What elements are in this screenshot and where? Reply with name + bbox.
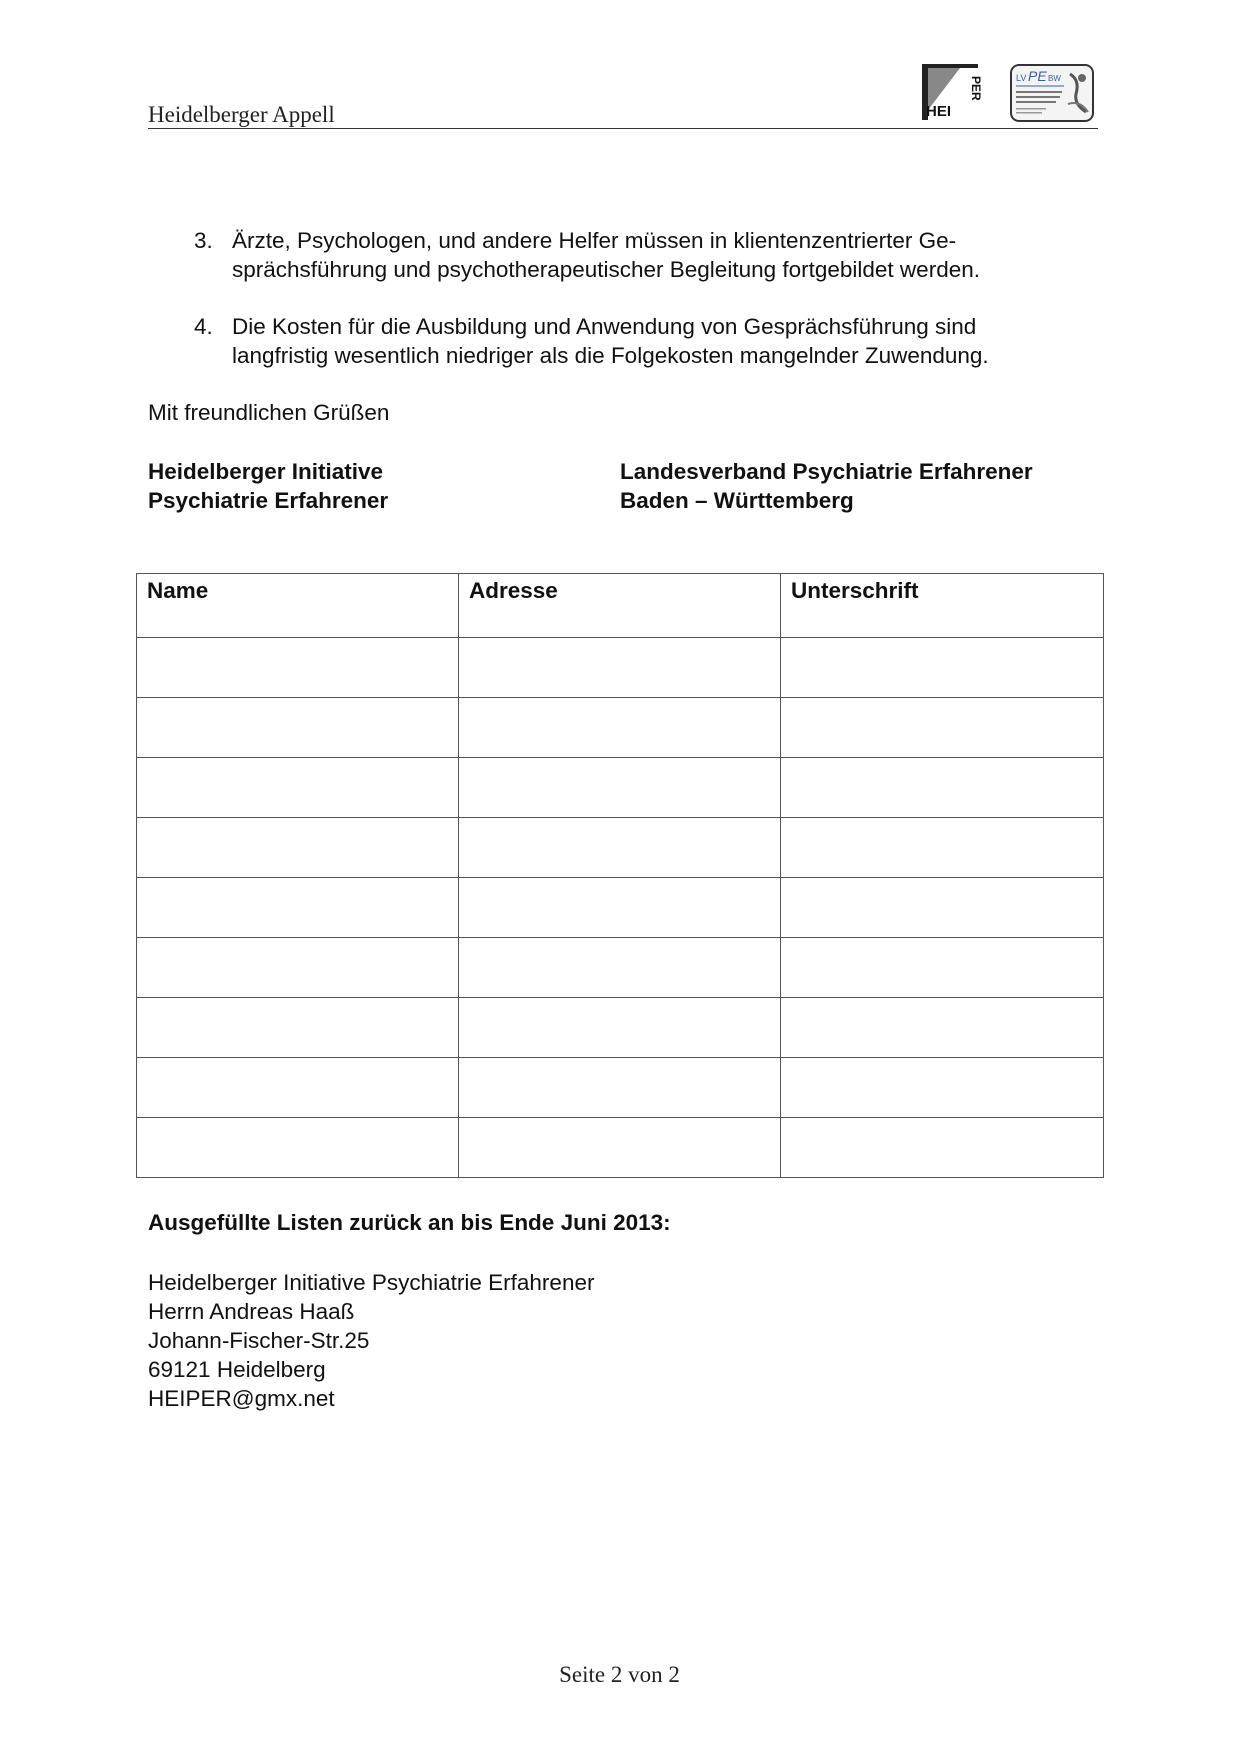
address-cell[interactable] [459, 818, 781, 878]
address-line: Johann-Fischer-Str.25 [148, 1328, 370, 1353]
name-cell[interactable] [137, 1118, 459, 1178]
address-line: 69121 Heidelberg [148, 1357, 326, 1382]
address-cell[interactable] [459, 1058, 781, 1118]
svg-text:LV: LV [1016, 73, 1027, 83]
signature-cell[interactable] [781, 758, 1104, 818]
list-text-line: langfristig wesentlich niedriger als die Folgekosten mangelnder Zuwendung. [232, 343, 989, 368]
greeting: Mit freundlichen Grüßen [148, 400, 390, 425]
lvpe-bw-logo [1010, 64, 1094, 122]
table-row [137, 638, 1104, 698]
table-header-row [137, 574, 1104, 638]
header-title: Heidelberger Appell [148, 102, 335, 127]
table-row [137, 818, 1104, 878]
page-footer: Seite 2 von 2 [559, 1662, 680, 1687]
signature-cell[interactable] [781, 878, 1104, 938]
address-email[interactable]: HEIPER@gmx.net [148, 1386, 335, 1411]
name-cell[interactable] [137, 1058, 459, 1118]
table-row [137, 1058, 1104, 1118]
address-line: Herrn Andreas Haaß [148, 1299, 355, 1324]
return-title: Ausgefüllte Listen zurück an bis Ende Juni 2013: [148, 1210, 671, 1235]
svg-text:HEI: HEI [926, 103, 952, 120]
signature-cell[interactable] [781, 638, 1104, 698]
table-row [137, 1118, 1104, 1178]
header-rule [148, 128, 1098, 129]
name-cell[interactable] [137, 818, 459, 878]
svg-text:BW: BW [1048, 74, 1061, 83]
list-text-line: Ärzte, Psychologen, und andere Helfer müssen in klientenzentrierter Ge- [232, 228, 957, 253]
org-right-line: Landesverband Psychiatrie Erfahrener [620, 459, 1033, 484]
signature-cell[interactable] [781, 938, 1104, 998]
name-cell[interactable] [137, 758, 459, 818]
signature-table [136, 573, 1104, 1178]
list-number: 4. [194, 314, 213, 339]
name-cell[interactable] [137, 638, 459, 698]
org-right-line: Baden – Württemberg [620, 488, 854, 513]
table-body [137, 638, 1104, 1178]
org-right [620, 457, 1033, 515]
address-cell[interactable] [459, 1118, 781, 1178]
list-text-line: Die Kosten für die Ausbildung und Anwendung von Gesprächsführung sind [232, 314, 977, 339]
heiper-logo [920, 62, 983, 122]
column-header-name: Name [137, 574, 459, 638]
name-cell[interactable] [137, 938, 459, 998]
table-row [137, 878, 1104, 938]
name-cell[interactable] [137, 998, 459, 1058]
table-row [137, 698, 1104, 758]
table-row [137, 758, 1104, 818]
signature-cell[interactable] [781, 818, 1104, 878]
numbered-list [148, 226, 1098, 398]
name-cell[interactable] [137, 878, 459, 938]
signature-cell[interactable] [781, 698, 1104, 758]
org-left-line: Psychiatrie Erfahrener [148, 488, 389, 513]
svg-text:PE: PE [1028, 68, 1047, 84]
column-header-address: Adresse [459, 574, 781, 638]
org-left-line: Heidelberger Initiative [148, 459, 384, 484]
signature-cell[interactable] [781, 998, 1104, 1058]
org-left [148, 457, 388, 515]
table-row [137, 998, 1104, 1058]
list-item [148, 312, 1098, 370]
list-number: 3. [194, 228, 213, 253]
address-cell[interactable] [459, 938, 781, 998]
list-item [148, 226, 1098, 284]
signature-cell[interactable] [781, 1058, 1104, 1118]
address-cell[interactable] [459, 878, 781, 938]
list-text-line: sprächsführung und psychotherapeutischer Begleitung fortgebildet werden. [232, 257, 980, 282]
signature-cell[interactable] [781, 1118, 1104, 1178]
address-cell[interactable] [459, 758, 781, 818]
svg-text:PER: PER [969, 76, 983, 101]
table-row [137, 938, 1104, 998]
address-cell[interactable] [459, 698, 781, 758]
address-cell[interactable] [459, 998, 781, 1058]
address-line: Heidelberger Initiative Psychiatrie Erfahrener [148, 1270, 595, 1295]
address-cell[interactable] [459, 638, 781, 698]
name-cell[interactable] [137, 698, 459, 758]
column-header-signature: Unterschrift [781, 574, 1104, 638]
return-address [148, 1268, 594, 1413]
